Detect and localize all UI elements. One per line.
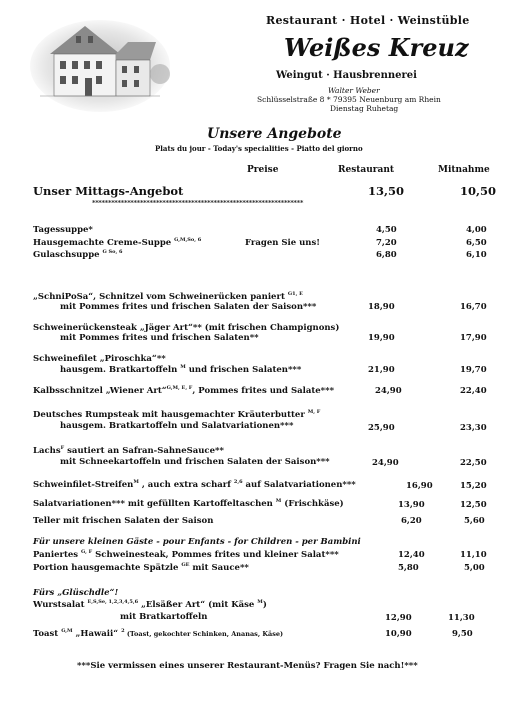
hotel-illustration bbox=[30, 14, 170, 112]
price-restaurant: 6,80 bbox=[376, 250, 397, 260]
menu-item-detail: hausgem. Bratkartoffeln $^M$ und frischen Salaten*** bbox=[60, 364, 302, 375]
header-line1: Restaurant · Hotel · Weinstüble bbox=[266, 14, 470, 27]
menu-item: Schweinerückensteak „Jäger Art“** (mit frischen Champignons) bbox=[33, 323, 340, 333]
menu-item: Kalbsschnitzel „Wiener Art“$^{G,M, E, F}$, Pommes frites und Salate*** bbox=[33, 385, 335, 396]
menu-item-detail: mit Pommes frites und frischen Salaten** bbox=[60, 333, 259, 343]
mittag-restaurant: 13,50 bbox=[368, 184, 405, 198]
col-preise: Preise bbox=[247, 165, 279, 175]
soup-row: Tagessuppe* bbox=[33, 225, 93, 235]
rest-day: Dienstag Ruhetag bbox=[330, 104, 399, 113]
price-restaurant: 18,90 bbox=[368, 302, 395, 312]
price-mitnahme: 23,30 bbox=[460, 423, 487, 433]
gluschdle-item: Toast $^{G,M}$ „Hawaii“ $^2$ (Toast, gekochter Schinken, Ananas, Käse) bbox=[33, 628, 284, 639]
menu-item: Schweinfilet-Streifen$^M$ , auch extra scharf $^{2,6}$ auf Salatvariationen*** bbox=[33, 479, 356, 490]
price-restaurant: 24,90 bbox=[375, 386, 402, 396]
gluschdle-item: Wurstsalat $^{E,S,Se, 1,2,3,4,5,6}$ „Elsäßer Art“ (mit Käse $^M$) bbox=[33, 599, 267, 610]
price-restaurant: 21,90 bbox=[368, 365, 395, 375]
price-mitnahme: 6,10 bbox=[466, 250, 487, 260]
price-restaurant: 7,20 bbox=[376, 238, 397, 248]
header-line3: Weingut · Hausbrennerei bbox=[276, 70, 417, 81]
gluschdle-item-detail: mit Bratkartoffeln bbox=[120, 612, 208, 622]
price-restaurant: 16,90 bbox=[406, 481, 433, 491]
mittag-mitnahme: 10,50 bbox=[460, 184, 497, 198]
price-restaurant: 19,90 bbox=[368, 333, 395, 343]
page-title: Unsere Angebote bbox=[207, 126, 342, 142]
address: Schlüsselstraße 8 * 79395 Neuenburg am Rhein bbox=[257, 95, 441, 104]
owner: Walter Weber bbox=[328, 86, 380, 95]
price-mitnahme: 22,40 bbox=[460, 386, 487, 396]
menu-item: Schweinefilet „Piroschka“** bbox=[33, 354, 166, 364]
gluschdle-header: Fürs „Glüschdle“! bbox=[33, 588, 119, 598]
price-mitnahme: 17,90 bbox=[460, 333, 487, 343]
price-mitnahme: 6,50 bbox=[466, 238, 487, 248]
price-mitnahme: 4,00 bbox=[466, 225, 487, 235]
price-restaurant: 4,50 bbox=[376, 225, 397, 235]
kids-item: Paniertes $^{G, F}$ Schweinesteak, Pommes frites und kleiner Salat*** bbox=[33, 549, 339, 560]
footer-note: ***Sie vermissen eines unserer Restaurant-Menüs? Fragen Sie nach!*** bbox=[77, 661, 418, 671]
menu-item: Teller mit frischen Salaten der Saison bbox=[33, 516, 214, 526]
col-restaurant: Restaurant bbox=[338, 165, 395, 175]
price-mitnahme: 5,60 bbox=[464, 516, 485, 526]
restaurant-name: Weißes Kreuz bbox=[284, 33, 469, 62]
col-mitnahme: Mitnahme bbox=[438, 165, 490, 175]
soup-row: Hausgemachte Creme-Suppe $^{G,M,So, 6}$ bbox=[33, 237, 202, 248]
price-restaurant: 24,90 bbox=[372, 458, 399, 468]
menu-item: Deutsches Rumpsteak mit hausgemachter Kräuterbutter $^{M, F}$ bbox=[33, 409, 321, 420]
mittag-stars: ****************************************************************** bbox=[92, 199, 304, 207]
price-mitnahme: 12,50 bbox=[460, 500, 487, 510]
price-restaurant: 25,90 bbox=[368, 423, 395, 433]
price-mitnahme: 5,00 bbox=[464, 563, 485, 573]
price-mitnahme: 16,70 bbox=[460, 302, 487, 312]
menu-item: Salatvariationen*** mit gefüllten Kartoffeltaschen $^M$ (Frischkäse) bbox=[33, 498, 344, 509]
price-restaurant: 13,90 bbox=[398, 500, 425, 510]
menu-item: Lachs$^F$ sautiert an Safran-SahneSauce** bbox=[33, 445, 224, 456]
price-mitnahme: 22,50 bbox=[460, 458, 487, 468]
menu-item-detail: hausgem. Bratkartoffeln und Salatvariationen*** bbox=[60, 421, 294, 431]
price-mitnahme: 19,70 bbox=[460, 365, 487, 375]
price-restaurant: 12,40 bbox=[398, 550, 425, 560]
subtitle: Plats du jour - Today's specialities - Piatto del giorno bbox=[155, 144, 363, 153]
mittag-label: Unser Mittags-Angebot bbox=[33, 184, 184, 198]
price-restaurant: 10,90 bbox=[385, 629, 412, 639]
price-restaurant: 12,90 bbox=[385, 613, 412, 623]
price-mitnahme: 11,10 bbox=[460, 550, 487, 560]
price-mitnahme: 9,50 bbox=[452, 629, 473, 639]
price-mitnahme: 11,30 bbox=[448, 613, 475, 623]
price-restaurant: 6,20 bbox=[401, 516, 422, 526]
price-restaurant: 5,80 bbox=[398, 563, 419, 573]
menu-item: „SchniPoSa“, Schnitzel vom Schweinerücken paniert $^{G1, E}$ bbox=[33, 291, 303, 302]
ask-text: Fragen Sie uns! bbox=[245, 238, 320, 248]
price-mitnahme: 15,20 bbox=[460, 481, 487, 491]
kids-header: Für unsere kleinen Gäste - pour Enfants - for Children - per Bambini bbox=[33, 537, 361, 547]
soup-row: Gulaschsuppe $^{G So, 6}$ bbox=[33, 249, 123, 260]
kids-item: Portion hausgemachte Spätzle $^{GE}$ mit Sauce** bbox=[33, 562, 249, 573]
menu-item-detail: mit Pommes frites und frischen Salaten der Saison*** bbox=[60, 302, 317, 312]
menu-item-detail: mit Schneekartoffeln und frischen Salaten der Saison*** bbox=[60, 457, 330, 467]
